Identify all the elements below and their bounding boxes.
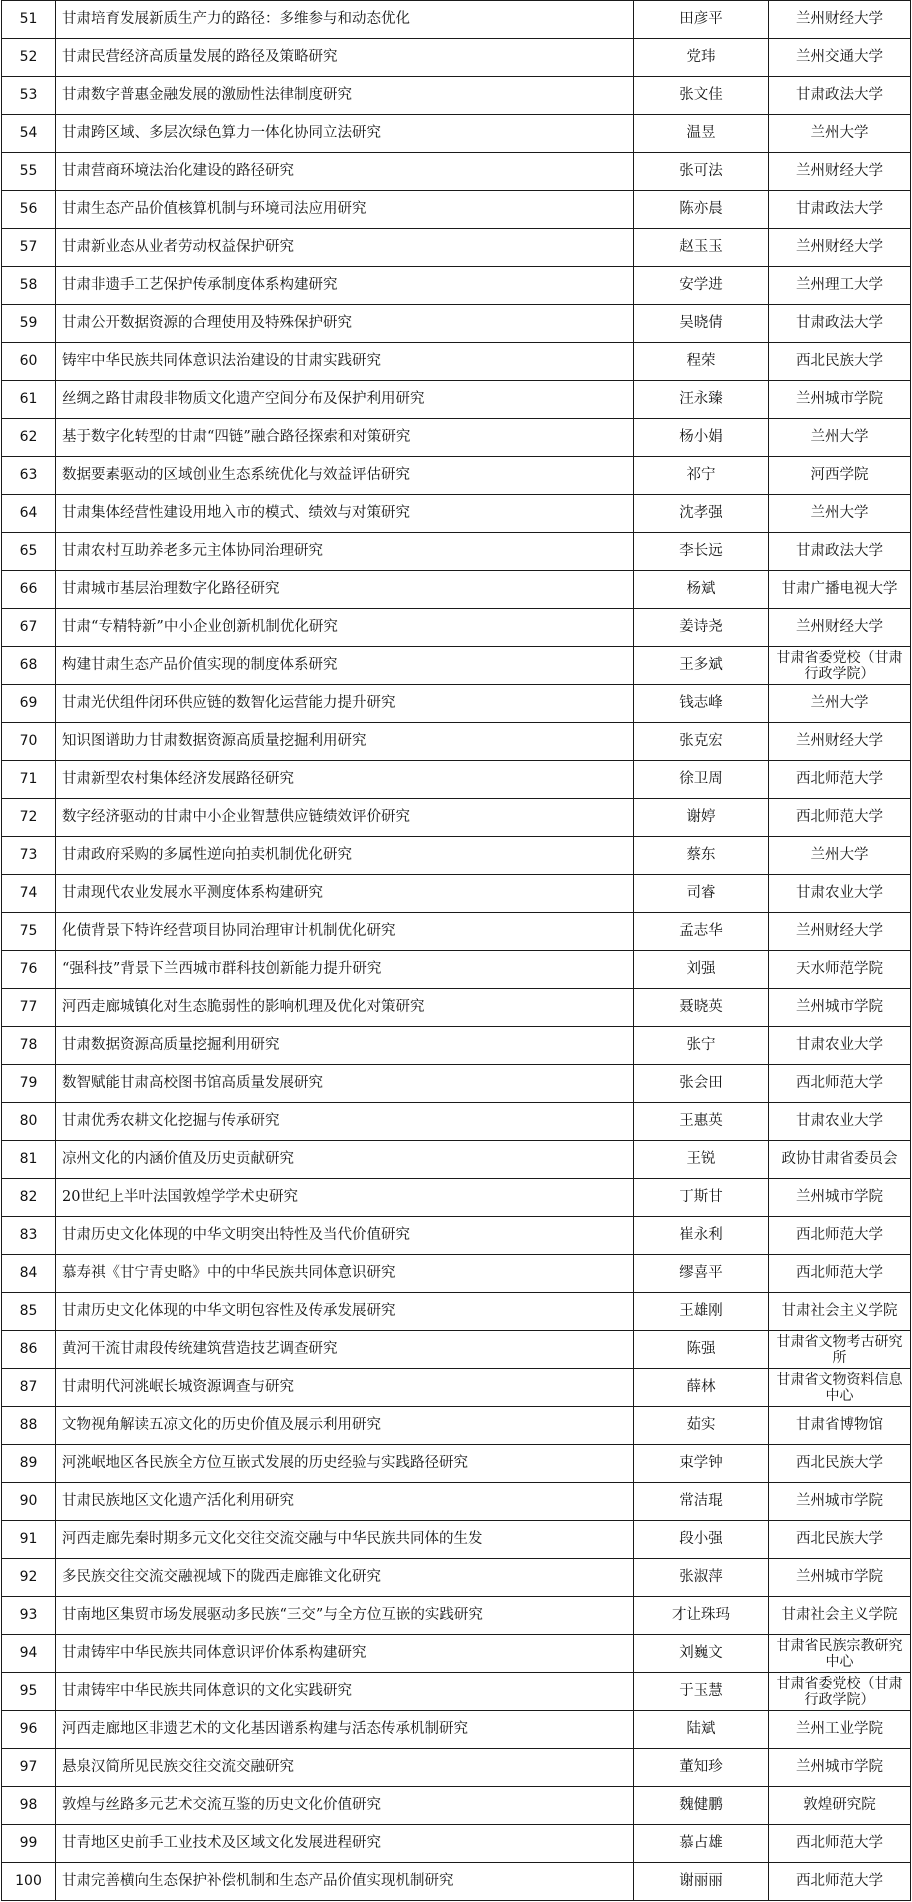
table-row [2, 1217, 911, 1255]
row-number-cell: 88 [2, 1407, 56, 1445]
person-name-cell: 缪喜平 [634, 1255, 769, 1293]
row-number-cell: 56 [2, 191, 56, 229]
person-name-cell: 汪永臻 [634, 381, 769, 419]
project-title-cell: 甘肃“专精特新”中小企业创新机制优化研究 [56, 609, 634, 647]
row-number-cell: 85 [2, 1293, 56, 1331]
row-number-cell: 91 [2, 1521, 56, 1559]
table-row [2, 1331, 911, 1369]
organization-cell: 西北师范大学 [769, 1255, 911, 1293]
row-number-cell: 57 [2, 229, 56, 267]
project-title-cell: 20世纪上半叶法国敦煌学学术史研究 [56, 1179, 634, 1217]
organization-cell: 兰州大学 [769, 495, 911, 533]
organization-cell: 西北民族大学 [769, 1521, 911, 1559]
person-name-cell: 田彦平 [634, 1, 769, 39]
organization-cell: 敦煌研究院 [769, 1787, 911, 1825]
table-row [2, 723, 911, 761]
project-title-cell: 数智赋能甘肃高校图书馆高质量发展研究 [56, 1065, 634, 1103]
table-row [2, 305, 911, 343]
organization-cell: 兰州交通大学 [769, 39, 911, 77]
organization-cell: 河西学院 [769, 457, 911, 495]
project-title-cell: 敦煌与丝路多元艺术交流互鉴的历史文化价值研究 [56, 1787, 634, 1825]
person-name-cell: 赵玉玉 [634, 229, 769, 267]
table-row [2, 1521, 911, 1559]
organization-cell: 西北师范大学 [769, 761, 911, 799]
table-row [2, 875, 911, 913]
row-number-cell: 99 [2, 1825, 56, 1863]
person-name-cell: 祁宁 [634, 457, 769, 495]
person-name-cell: 魏健鹏 [634, 1787, 769, 1825]
table-row [2, 153, 911, 191]
organization-cell: 甘肃政法大学 [769, 191, 911, 229]
row-number-cell: 53 [2, 77, 56, 115]
organization-cell: 兰州财经大学 [769, 609, 911, 647]
table-row [2, 533, 911, 571]
project-title-cell: 甘肃跨区域、多层次绿色算力一体化协同立法研究 [56, 115, 634, 153]
row-number-cell: 86 [2, 1331, 56, 1369]
person-name-cell: 慕占雄 [634, 1825, 769, 1863]
person-name-cell: 姜诗尧 [634, 609, 769, 647]
person-name-cell: 束学钟 [634, 1445, 769, 1483]
project-title-cell: 慕寿祺《甘宁青史略》中的中华民族共同体意识研究 [56, 1255, 634, 1293]
person-name-cell: 王多斌 [634, 647, 769, 685]
table-row [2, 1863, 911, 1901]
row-number-cell: 89 [2, 1445, 56, 1483]
table-row [2, 1483, 911, 1521]
table-row [2, 267, 911, 305]
project-title-cell: 化债背景下特许经营项目协同治理审计机制优化研究 [56, 913, 634, 951]
project-title-cell: 甘肃现代农业发展水平测度体系构建研究 [56, 875, 634, 913]
person-name-cell: 杨斌 [634, 571, 769, 609]
table-row [2, 761, 911, 799]
table-row [2, 1, 911, 39]
project-title-cell: 甘肃优秀农耕文化挖掘与传承研究 [56, 1103, 634, 1141]
organization-cell: 甘肃省博物馆 [769, 1407, 911, 1445]
table-row [2, 685, 911, 723]
project-title-cell: 甘肃公开数据资源的合理使用及特殊保护研究 [56, 305, 634, 343]
project-title-cell: 甘南地区集贸市场发展驱动多民族“三交”与全方位互嵌的实践研究 [56, 1597, 634, 1635]
person-name-cell: 陆斌 [634, 1711, 769, 1749]
organization-cell: 兰州财经大学 [769, 723, 911, 761]
table-row [2, 343, 911, 381]
project-title-cell: 悬泉汉简所见民族交往交流交融研究 [56, 1749, 634, 1787]
person-name-cell: 张会田 [634, 1065, 769, 1103]
project-title-cell: 甘肃历史文化体现的中华文明包容性及传承发展研究 [56, 1293, 634, 1331]
table-row [2, 1065, 911, 1103]
table-row [2, 1255, 911, 1293]
row-number-cell: 87 [2, 1369, 56, 1407]
table-row [2, 989, 911, 1027]
table-row [2, 39, 911, 77]
row-number-cell: 98 [2, 1787, 56, 1825]
organization-cell: 兰州大学 [769, 685, 911, 723]
project-title-cell: 文物视角解读五凉文化的历史价值及展示利用研究 [56, 1407, 634, 1445]
person-name-cell: 杨小娟 [634, 419, 769, 457]
person-name-cell: 王惠英 [634, 1103, 769, 1141]
row-number-cell: 100 [2, 1863, 56, 1901]
project-title-cell: 甘肃新业态从业者劳动权益保护研究 [56, 229, 634, 267]
table-row [2, 951, 911, 989]
person-name-cell: 崔永利 [634, 1217, 769, 1255]
organization-cell: 西北师范大学 [769, 799, 911, 837]
row-number-cell: 75 [2, 913, 56, 951]
project-title-cell: 河西走廊先秦时期多元文化交往交流交融与中华民族共同体的生发 [56, 1521, 634, 1559]
organization-cell: 西北师范大学 [769, 1825, 911, 1863]
organization-cell: 甘肃省文物考古研究所 [769, 1331, 911, 1369]
person-name-cell: 才让珠玛 [634, 1597, 769, 1635]
row-number-cell: 66 [2, 571, 56, 609]
row-number-cell: 79 [2, 1065, 56, 1103]
row-number-cell: 77 [2, 989, 56, 1027]
organization-cell: 甘肃政法大学 [769, 305, 911, 343]
person-name-cell: 温昱 [634, 115, 769, 153]
organization-cell: 西北师范大学 [769, 1863, 911, 1901]
row-number-cell: 76 [2, 951, 56, 989]
project-title-cell: 丝绸之路甘肃段非物质文化遗产空间分布及保护利用研究 [56, 381, 634, 419]
table-row [2, 1711, 911, 1749]
person-name-cell: 张宁 [634, 1027, 769, 1065]
table-row [2, 1635, 911, 1673]
project-title-cell: 甘肃铸牢中华民族共同体意识的文化实践研究 [56, 1673, 634, 1711]
row-number-cell: 82 [2, 1179, 56, 1217]
row-number-cell: 94 [2, 1635, 56, 1673]
table-row [2, 191, 911, 229]
person-name-cell: 吴晓倩 [634, 305, 769, 343]
project-title-cell: 河西走廊地区非遗艺术的文化基因谱系构建与活态传承机制研究 [56, 1711, 634, 1749]
table-row [2, 115, 911, 153]
project-title-cell: 甘肃培育发展新质生产力的路径：多维参与和动态优化 [56, 1, 634, 39]
person-name-cell: 李长远 [634, 533, 769, 571]
table-row [2, 419, 911, 457]
table-row [2, 609, 911, 647]
project-title-cell: 凉州文化的内涵价值及历史贡献研究 [56, 1141, 634, 1179]
organization-cell: 甘肃农业大学 [769, 1103, 911, 1141]
row-number-cell: 64 [2, 495, 56, 533]
person-name-cell: 谢丽丽 [634, 1863, 769, 1901]
project-title-cell: 河洮岷地区各民族全方位互嵌式发展的历史经验与实践路径研究 [56, 1445, 634, 1483]
row-number-cell: 92 [2, 1559, 56, 1597]
person-name-cell: 陈亦晨 [634, 191, 769, 229]
person-name-cell: 张文佳 [634, 77, 769, 115]
person-name-cell: 于玉慧 [634, 1673, 769, 1711]
row-number-cell: 73 [2, 837, 56, 875]
person-name-cell: 丁斯甘 [634, 1179, 769, 1217]
organization-cell: 兰州城市学院 [769, 1483, 911, 1521]
project-title-cell: 甘肃数字普惠金融发展的激励性法律制度研究 [56, 77, 634, 115]
row-number-cell: 90 [2, 1483, 56, 1521]
table-row [2, 1825, 911, 1863]
table-row [2, 1369, 911, 1407]
row-number-cell: 72 [2, 799, 56, 837]
table-row [2, 1597, 911, 1635]
organization-cell: 甘肃社会主义学院 [769, 1597, 911, 1635]
organization-cell: 甘肃省文物资料信息中心 [769, 1369, 911, 1407]
person-name-cell: 张克宏 [634, 723, 769, 761]
table-row [2, 1407, 911, 1445]
row-number-cell: 96 [2, 1711, 56, 1749]
organization-cell: 天水师范学院 [769, 951, 911, 989]
table-row [2, 1103, 911, 1141]
row-number-cell: 61 [2, 381, 56, 419]
project-title-cell: 知识图谱助力甘肃数据资源高质量挖掘利用研究 [56, 723, 634, 761]
project-title-cell: 甘肃明代河洮岷长城资源调查与研究 [56, 1369, 634, 1407]
person-name-cell: 钱志峰 [634, 685, 769, 723]
row-number-cell: 55 [2, 153, 56, 191]
project-title-cell: 甘肃新型农村集体经济发展路径研究 [56, 761, 634, 799]
person-name-cell: 蔡东 [634, 837, 769, 875]
row-number-cell: 68 [2, 647, 56, 685]
row-number-cell: 93 [2, 1597, 56, 1635]
person-name-cell: 董知珍 [634, 1749, 769, 1787]
person-name-cell: 薛林 [634, 1369, 769, 1407]
table-row [2, 571, 911, 609]
project-title-cell: 甘青地区史前手工业技术及区域文化发展进程研究 [56, 1825, 634, 1863]
project-list-table [1, 0, 911, 1901]
table-row [2, 1445, 911, 1483]
organization-cell: 西北民族大学 [769, 343, 911, 381]
project-title-cell: 构建甘肃生态产品价值实现的制度体系研究 [56, 647, 634, 685]
table-row [2, 837, 911, 875]
organization-cell: 兰州财经大学 [769, 913, 911, 951]
project-title-cell: “强科技”背景下兰西城市群科技创新能力提升研究 [56, 951, 634, 989]
person-name-cell: 王雄刚 [634, 1293, 769, 1331]
organization-cell: 兰州城市学院 [769, 1559, 911, 1597]
project-title-cell: 甘肃完善横向生态保护补偿机制和生态产品价值实现机制研究 [56, 1863, 634, 1901]
row-number-cell: 69 [2, 685, 56, 723]
person-name-cell: 徐卫周 [634, 761, 769, 799]
table-row [2, 1787, 911, 1825]
person-name-cell: 段小强 [634, 1521, 769, 1559]
project-title-cell: 铸牢中华民族共同体意识法治建设的甘肃实践研究 [56, 343, 634, 381]
row-number-cell: 74 [2, 875, 56, 913]
organization-cell: 甘肃农业大学 [769, 875, 911, 913]
project-title-cell: 数据要素驱动的区域创业生态系统优化与效益评估研究 [56, 457, 634, 495]
person-name-cell: 谢婷 [634, 799, 769, 837]
organization-cell: 兰州城市学院 [769, 989, 911, 1027]
project-title-cell: 甘肃营商环境法治化建设的路径研究 [56, 153, 634, 191]
table-row [2, 1749, 911, 1787]
project-title-cell: 数字经济驱动的甘肃中小企业智慧供应链绩效评价研究 [56, 799, 634, 837]
project-title-cell: 甘肃集体经营性建设用地入市的模式、绩效与对策研究 [56, 495, 634, 533]
person-name-cell: 常洁琨 [634, 1483, 769, 1521]
organization-cell: 兰州城市学院 [769, 1749, 911, 1787]
row-number-cell: 67 [2, 609, 56, 647]
project-title-cell: 甘肃政府采购的多属性逆向拍卖机制优化研究 [56, 837, 634, 875]
person-name-cell: 陈强 [634, 1331, 769, 1369]
organization-cell: 西北民族大学 [769, 1445, 911, 1483]
row-number-cell: 52 [2, 39, 56, 77]
row-number-cell: 65 [2, 533, 56, 571]
project-title-cell: 甘肃民族地区文化遗产活化利用研究 [56, 1483, 634, 1521]
person-name-cell: 孟志华 [634, 913, 769, 951]
organization-cell: 兰州工业学院 [769, 1711, 911, 1749]
person-name-cell: 聂晓英 [634, 989, 769, 1027]
organization-cell: 兰州城市学院 [769, 381, 911, 419]
row-number-cell: 59 [2, 305, 56, 343]
organization-cell: 兰州大学 [769, 115, 911, 153]
organization-cell: 兰州财经大学 [769, 153, 911, 191]
table-row [2, 77, 911, 115]
row-number-cell: 51 [2, 1, 56, 39]
row-number-cell: 71 [2, 761, 56, 799]
organization-cell: 甘肃政法大学 [769, 533, 911, 571]
table-body [2, 1, 911, 1901]
person-name-cell: 刘强 [634, 951, 769, 989]
organization-cell: 兰州城市学院 [769, 1179, 911, 1217]
table-row [2, 229, 911, 267]
table-row [2, 495, 911, 533]
organization-cell: 甘肃省委党校（甘肃行政学院） [769, 1673, 911, 1711]
organization-cell: 甘肃农业大学 [769, 1027, 911, 1065]
project-title-cell: 甘肃农村互助养老多元主体协同治理研究 [56, 533, 634, 571]
project-title-cell: 河西走廊城镇化对生态脆弱性的影响机理及优化对策研究 [56, 989, 634, 1027]
row-number-cell: 62 [2, 419, 56, 457]
organization-cell: 兰州财经大学 [769, 1, 911, 39]
table-row [2, 1179, 911, 1217]
organization-cell: 兰州理工大学 [769, 267, 911, 305]
table-row [2, 1141, 911, 1179]
row-number-cell: 70 [2, 723, 56, 761]
project-title-cell: 甘肃生态产品价值核算机制与环境司法应用研究 [56, 191, 634, 229]
row-number-cell: 95 [2, 1673, 56, 1711]
row-number-cell: 60 [2, 343, 56, 381]
person-name-cell: 茹实 [634, 1407, 769, 1445]
table-row [2, 381, 911, 419]
person-name-cell: 安学进 [634, 267, 769, 305]
table-row [2, 1559, 911, 1597]
row-number-cell: 54 [2, 115, 56, 153]
project-title-cell: 甘肃数据资源高质量挖掘利用研究 [56, 1027, 634, 1065]
table-row [2, 1293, 911, 1331]
row-number-cell: 83 [2, 1217, 56, 1255]
person-name-cell: 张可法 [634, 153, 769, 191]
row-number-cell: 97 [2, 1749, 56, 1787]
row-number-cell: 81 [2, 1141, 56, 1179]
organization-cell: 甘肃省委党校（甘肃行政学院） [769, 647, 911, 685]
table-row [2, 647, 911, 685]
person-name-cell: 刘巍文 [634, 1635, 769, 1673]
project-title-cell: 甘肃光伏组件闭环供应链的数智化运营能力提升研究 [56, 685, 634, 723]
organization-cell: 兰州大学 [769, 419, 911, 457]
table-row [2, 913, 911, 951]
organization-cell: 甘肃省民族宗教研究中心 [769, 1635, 911, 1673]
row-number-cell: 58 [2, 267, 56, 305]
project-title-cell: 甘肃铸牢中华民族共同体意识评价体系构建研究 [56, 1635, 634, 1673]
person-name-cell: 张淑萍 [634, 1559, 769, 1597]
table-row [2, 1027, 911, 1065]
row-number-cell: 80 [2, 1103, 56, 1141]
table-row [2, 457, 911, 495]
row-number-cell: 78 [2, 1027, 56, 1065]
person-name-cell: 党玮 [634, 39, 769, 77]
organization-cell: 政协甘肃省委员会 [769, 1141, 911, 1179]
person-name-cell: 司睿 [634, 875, 769, 913]
table-row [2, 799, 911, 837]
project-title-cell: 甘肃历史文化体现的中华文明突出特性及当代价值研究 [56, 1217, 634, 1255]
project-title-cell: 甘肃非遗手工艺保护传承制度体系构建研究 [56, 267, 634, 305]
person-name-cell: 王锐 [634, 1141, 769, 1179]
project-title-cell: 甘肃民营经济高质量发展的路径及策略研究 [56, 39, 634, 77]
organization-cell: 西北师范大学 [769, 1217, 911, 1255]
project-title-cell: 基于数字化转型的甘肃“四链”融合路径探索和对策研究 [56, 419, 634, 457]
organization-cell: 西北师范大学 [769, 1065, 911, 1103]
organization-cell: 甘肃政法大学 [769, 77, 911, 115]
project-title-cell: 黄河干流甘肃段传统建筑营造技艺调查研究 [56, 1331, 634, 1369]
organization-cell: 兰州财经大学 [769, 229, 911, 267]
organization-cell: 兰州大学 [769, 837, 911, 875]
row-number-cell: 63 [2, 457, 56, 495]
project-title-cell: 多民族交往交流交融视域下的陇西走廊锥文化研究 [56, 1559, 634, 1597]
table-row [2, 1673, 911, 1711]
person-name-cell: 沈孝强 [634, 495, 769, 533]
person-name-cell: 程荣 [634, 343, 769, 381]
project-title-cell: 甘肃城市基层治理数字化路径研究 [56, 571, 634, 609]
row-number-cell: 84 [2, 1255, 56, 1293]
organization-cell: 甘肃广播电视大学 [769, 571, 911, 609]
organization-cell: 甘肃社会主义学院 [769, 1293, 911, 1331]
